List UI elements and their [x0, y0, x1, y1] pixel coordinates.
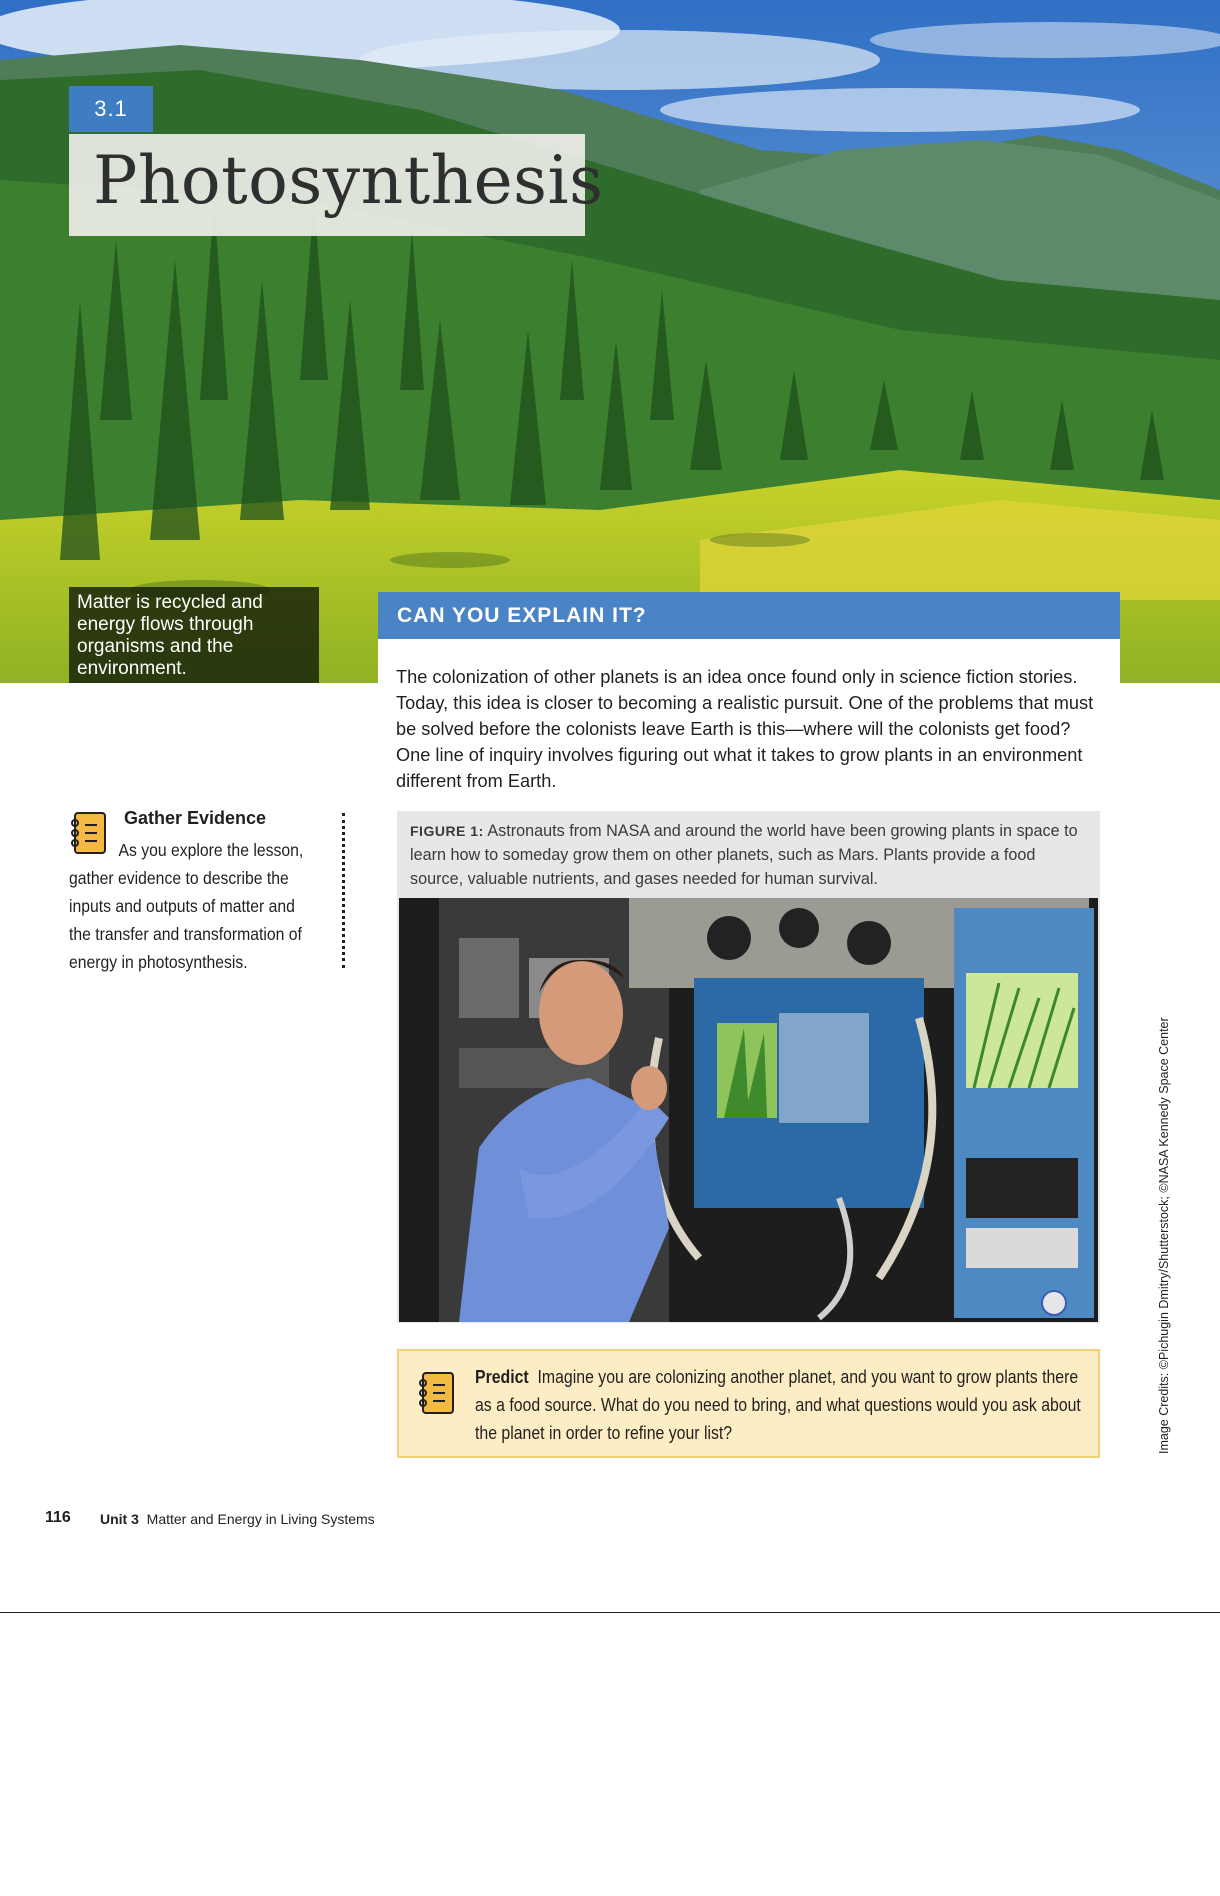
figure-1: [397, 811, 1100, 1323]
unit-title: Matter and Energy in Living Systems: [146, 1511, 375, 1527]
figure-caption-text: Astronauts from NASA and around the world have been growing plants in space to learn how to someday grow them on other planets, such as Mars. Plants provide a food source, valuable nutrients, and gases needed for human survival.: [410, 822, 1078, 888]
lesson-title-box: [69, 134, 604, 236]
notebook-icon: [417, 1371, 455, 1415]
image-credits: Image Credits: ©Pichugin Dmitry/Shutterstock; ©NASA Kennedy Space Center: [1157, 1017, 1171, 1454]
gather-evidence-text: As you explore the lesson, gather evidence to describe the inputs and outputs of matter and the transfer and transformation of energy in photosynthesis.: [69, 840, 304, 972]
unit-label: [100, 1511, 375, 1527]
lesson-number: 3.1: [69, 86, 153, 132]
page-bottom-rule: [0, 1612, 1220, 1613]
can-you-explain-it-banner: CAN YOU EXPLAIN IT?: [378, 592, 1120, 639]
lesson-title: Photosynthesis: [93, 142, 604, 219]
predict-text: [475, 1363, 1082, 1447]
figure-caption: [410, 819, 1090, 891]
big-idea-callout: Matter is recycled and energy flows through organisms and the environment.: [69, 587, 319, 683]
predict-label: Predict: [475, 1367, 529, 1387]
predict-box: [397, 1349, 1100, 1458]
gather-evidence-title: Gather Evidence: [124, 808, 267, 828]
hero-landscape-image: [0, 0, 1220, 683]
intro-paragraph: The colonization of other planets is an idea once found only in science fiction stories. Today, this idea is closer to becoming a realistic pursuit. One of the problems that must be solved before the colonists leave Earth is this—where will the colonists get food? One line of inquiry involves figuring out what it takes to grow plants in an environment different from Earth.: [396, 667, 1094, 791]
dotted-divider: [342, 813, 345, 968]
unit-number: Unit 3: [100, 1511, 139, 1527]
predict-body: Imagine you are colonizing another planet, and you want to grow plants there as a food source. What do you need to bring, and what questions would you ask about the planet in order to refine your list?: [475, 1367, 1081, 1443]
astronaut-plant-growth-photo: [399, 898, 1098, 1322]
figure-label: FIGURE 1:: [410, 823, 484, 839]
page-number: 116: [45, 1509, 71, 1526]
